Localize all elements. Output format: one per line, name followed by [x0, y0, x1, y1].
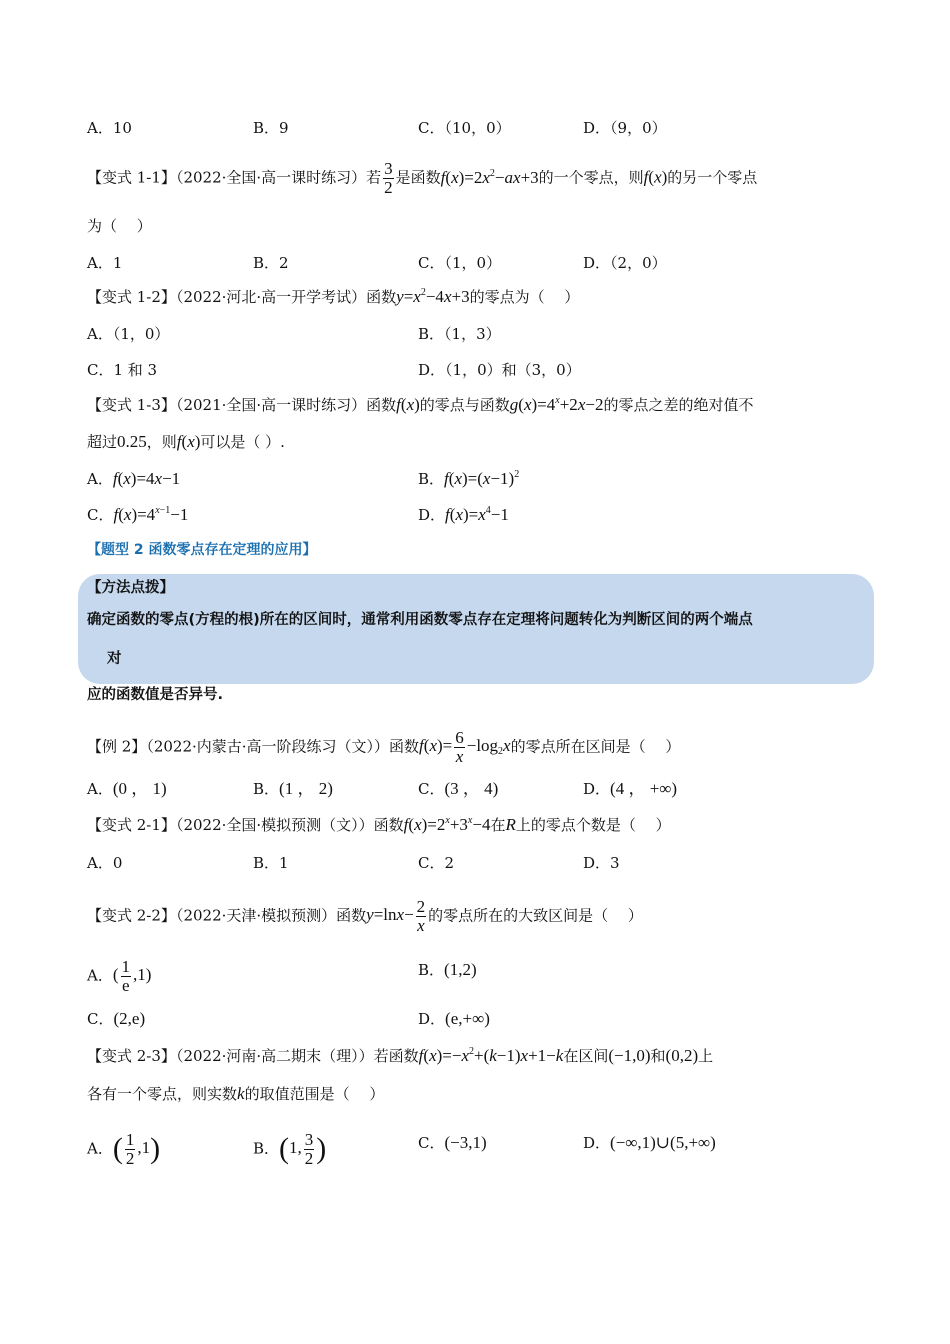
- formula: $f(x)=4^{x-1}-1$: [113, 505, 189, 524]
- option-label: B．: [418, 470, 445, 488]
- variant-1-2-stem: [87, 287, 579, 307]
- option-a: A．10: [87, 119, 132, 137]
- option-label: B．: [253, 780, 280, 798]
- formula: f(x): [176, 432, 201, 451]
- formula: f(x): [396, 395, 420, 414]
- option-c: C．（10，0）: [418, 119, 511, 137]
- option-c: [87, 503, 188, 527]
- variant-tag: 【变式 1-1】: [87, 168, 176, 187]
- method-tip-line2: 对: [107, 651, 122, 667]
- variant-1-1-stem-line2: 为（ ）: [87, 217, 152, 235]
- method-tip-line3: 应的函数值是否异号.: [87, 687, 224, 703]
- option-label: D．: [418, 1010, 446, 1028]
- option-label: A．: [87, 470, 113, 488]
- q0-options: [87, 116, 867, 140]
- formula: y=lnx− $\frac{2}{x}$: [366, 897, 426, 935]
- option-d: [418, 1007, 490, 1031]
- option-a: A．（1，0）: [87, 325, 170, 343]
- stem-text: 各有一个零点，则实数: [87, 1085, 238, 1103]
- variant-2-2-stem: [87, 898, 643, 935]
- option-c: [418, 1131, 487, 1155]
- variant-1-1-stem: [87, 160, 757, 197]
- question-source: （2022·河南·高二期末（理））若函数: [175, 1047, 419, 1065]
- question-source: （2022·河北·高一开学考试）函数: [175, 288, 397, 306]
- stem-text: 的零点之差的绝对值不: [603, 396, 754, 414]
- variant-2-3-options: [87, 1130, 867, 1168]
- option-c: C．（1，0）: [418, 254, 502, 272]
- formula: $f(x)=x^4-1$: [445, 505, 509, 524]
- formula: $f(x)=2x^2-ax+3$: [440, 167, 539, 187]
- option-b: [418, 467, 519, 491]
- stem-text: 超过: [87, 433, 118, 451]
- variant-2-2-options-row2: [87, 1007, 867, 1031]
- formula: $f(x)=2^x+3^x-4$: [403, 815, 491, 834]
- variant-1-3-stem: [87, 395, 753, 415]
- formula: $g(x)=4^x+2x-2$: [509, 395, 604, 414]
- stem-text: 是函数: [395, 168, 441, 187]
- stem-text: 和: [650, 1047, 666, 1065]
- variant-tag: 【变式 1-2】: [87, 288, 176, 306]
- formula: (−∞,1)∪(5,+∞): [610, 1133, 716, 1152]
- option-c: [87, 1007, 145, 1031]
- formula: f(x)= $\frac{6}{x}$ $-\log_2x$: [419, 728, 511, 766]
- option-d: D．3: [583, 854, 620, 872]
- option-d: [583, 777, 677, 801]
- stem-text: 的零点所在区间是（ ）: [510, 737, 681, 756]
- example-2-stem: [87, 729, 680, 766]
- formula: ( $\frac{1}{2}$ ,1): [112, 1130, 161, 1168]
- option-label: D．: [418, 506, 446, 524]
- number: 0.25: [117, 432, 147, 451]
- option-d: D．（1，0）和（3，0）: [418, 361, 581, 379]
- option-b: [253, 777, 333, 801]
- option-b: B．1: [253, 854, 289, 872]
- variable: k: [237, 1084, 245, 1103]
- variant-tag: 【变式 2-3】: [87, 1047, 176, 1065]
- option-d: D．（9，0）: [583, 119, 667, 137]
- option-c: C．2: [418, 854, 455, 872]
- variant-tag: 【变式 1-3】: [87, 396, 176, 414]
- question-source: （2022·天津·模拟预测）函数: [175, 906, 367, 925]
- stem-text: 可以是（ ）.: [200, 433, 285, 451]
- option-b: B．2: [253, 254, 289, 272]
- example-2-options: [87, 777, 867, 801]
- option-a: A．1: [87, 254, 123, 272]
- question-source: （2021·全国·高一课时练习）函数: [175, 396, 397, 414]
- stem-text: 在区间: [563, 1047, 609, 1065]
- variant-2-3-stem-line2: [87, 1084, 384, 1104]
- question-source: （2022·全国·模拟预测（文））函数: [175, 816, 404, 834]
- option-label: A．: [87, 780, 113, 798]
- fraction-3-2: $\frac{3}{2}$: [384, 159, 393, 197]
- option-label: C．: [87, 506, 114, 524]
- formula: (−3,1): [444, 1133, 487, 1152]
- option-label: B．: [418, 961, 445, 979]
- option-b: [253, 1131, 326, 1168]
- option-label: B．: [253, 1139, 280, 1158]
- stem-text: 上: [698, 1047, 714, 1065]
- formula: (1, $\frac{3}{2}$ ): [279, 1130, 327, 1168]
- variant-tag: 【变式 2-2】: [87, 906, 176, 925]
- option-c: C．1 和 3: [87, 361, 158, 379]
- variant-1-3-options-row1: [87, 467, 867, 491]
- variant-tag: 【变式 2-1】: [87, 816, 176, 834]
- option-label: D．: [583, 780, 611, 798]
- variant-1-2-options-row2: [87, 358, 867, 382]
- formula: R: [505, 815, 516, 834]
- option-b: B．9: [253, 119, 289, 137]
- option-a: [87, 958, 151, 995]
- formula: ( $\frac{1}{e}$ ,1): [112, 957, 152, 995]
- variant-1-2-options-row1: [87, 322, 867, 346]
- method-tip-title: 【方法点拨】: [87, 580, 174, 596]
- formula: (1,2): [444, 960, 477, 979]
- question-source: （2022·内蒙古·高一阶段练习（文））函数: [146, 737, 420, 756]
- option-d: D．（2，0）: [583, 254, 667, 272]
- method-tip-line1: 确定函数的零点(方程的根)所在的区间时，通常利用函数零点存在定理将问题转化为判断区间的两个端点: [87, 612, 753, 628]
- formula: $f(x)=(x-1)^2$: [444, 469, 520, 488]
- option-label: C．: [418, 1134, 445, 1152]
- formula: (3 ， 4): [444, 779, 499, 798]
- variant-2-3-stem: [87, 1046, 713, 1066]
- formula: (4 ， +∞): [610, 779, 678, 798]
- type-2-title: 【题型 2 函数零点存在定理的应用】: [87, 542, 317, 558]
- stem-text: 的零点所在的大致区间是（ ）: [428, 906, 643, 925]
- option-a: A．0: [87, 854, 123, 872]
- formula: (e,+∞): [445, 1009, 490, 1028]
- formula: f(x): [643, 167, 668, 187]
- question-source: （2022·全国·高一课时练习）若: [175, 168, 382, 187]
- stem-text: 的零点为（ ）: [469, 288, 580, 306]
- stem-text: 的另一个零点: [667, 168, 758, 187]
- variant-1-3-options-row2: [87, 503, 867, 527]
- stem-text: 在: [490, 816, 506, 834]
- stem-text: 的一个零点，则: [538, 168, 644, 187]
- option-c: [418, 777, 498, 801]
- option-a: [87, 467, 180, 491]
- stem-text: 的零点与函数: [419, 396, 510, 414]
- stem-text: ，则: [146, 433, 177, 451]
- option-label: D．: [583, 1134, 611, 1152]
- variant-2-2-options-row1: [87, 957, 867, 995]
- option-a: [87, 777, 167, 801]
- formula: (1 ， 2): [279, 779, 333, 798]
- formula: $y=x^2-4x+3$: [396, 287, 470, 306]
- option-d: [418, 503, 509, 527]
- stem-text: 的取值范围是（ ）: [244, 1085, 385, 1103]
- variant-1-3-stem-line2: [87, 432, 285, 452]
- option-b: B．（1，3）: [418, 325, 501, 343]
- option-b: [418, 958, 477, 982]
- formula: (0,2): [665, 1046, 699, 1065]
- option-label: C．: [87, 1010, 114, 1028]
- formula: $f(x)=-x^2+(k-1)x+1-k$: [418, 1046, 564, 1065]
- variant-2-1-stem: [87, 815, 671, 835]
- option-label: A．: [87, 1139, 113, 1158]
- option-label: C．: [418, 780, 445, 798]
- formula: (2,e): [113, 1009, 146, 1028]
- option-a: [87, 1131, 160, 1168]
- option-d: [583, 1131, 716, 1155]
- variant-1-1-options: [87, 251, 867, 275]
- example-tag: 【例 2】: [87, 737, 147, 756]
- formula: f(x)=4x−1: [112, 469, 181, 488]
- formula: (−1,0): [608, 1046, 651, 1065]
- variant-2-1-options: [87, 851, 867, 875]
- formula: (0 ， 1): [112, 779, 167, 798]
- option-label: A．: [87, 966, 113, 985]
- stem-text: 上的零点个数是（ ）: [515, 816, 671, 834]
